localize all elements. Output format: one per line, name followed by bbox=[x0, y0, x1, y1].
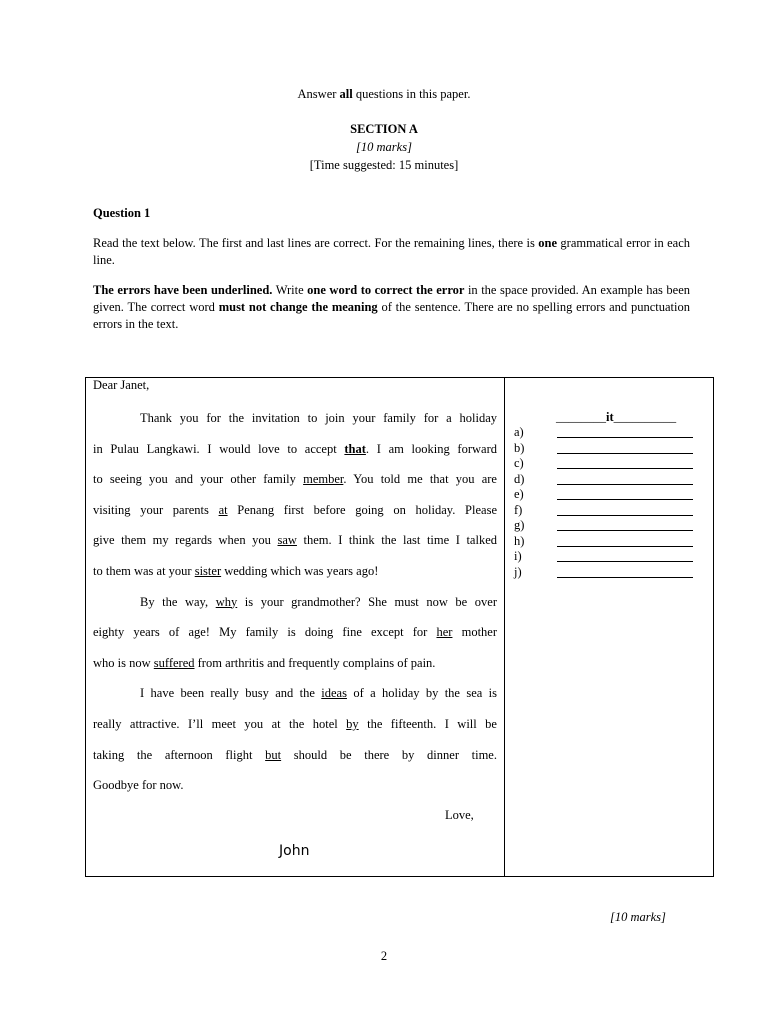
letter-signature: John bbox=[279, 843, 310, 859]
line-text: wedding which was years ago! bbox=[221, 563, 379, 578]
letter-line bbox=[93, 715, 497, 746]
time-suggested: [Time suggested: 15 minutes] bbox=[309, 158, 459, 172]
instr-bold: The errors have been underlined. bbox=[93, 283, 273, 297]
underlined-word: but bbox=[265, 747, 282, 762]
answer-label: i) bbox=[514, 549, 522, 563]
line-text: visiting your parents bbox=[93, 502, 219, 517]
section-title: SECTION A bbox=[350, 122, 418, 136]
answer-label: c) bbox=[514, 456, 524, 470]
letter-table bbox=[85, 377, 714, 877]
letter-line bbox=[93, 593, 497, 624]
letter-closing: Love, bbox=[445, 808, 474, 822]
line-text: taking the afternoon flight bbox=[93, 747, 266, 762]
underlined-word: at bbox=[218, 502, 228, 517]
answer-blank[interactable] bbox=[557, 468, 693, 469]
instr-bold: one word to correct the error bbox=[307, 283, 465, 297]
instruction-text: Answer bbox=[297, 87, 340, 101]
line-text: Thank you for the invitation to join your family for a holiday bbox=[140, 411, 497, 425]
instr-text: in the space provided. An example has been given. The correct word bbox=[93, 283, 690, 314]
column-divider bbox=[504, 378, 505, 876]
letter-line bbox=[93, 623, 497, 654]
line-text: who is now bbox=[93, 655, 154, 670]
answer-blank[interactable] bbox=[557, 561, 693, 562]
answer-label: d) bbox=[514, 471, 525, 486]
line-text: of a holiday by the sea is bbox=[346, 686, 497, 701]
answer-blank[interactable] bbox=[557, 499, 693, 500]
example-blank: __________ bbox=[613, 410, 677, 424]
letter-line bbox=[93, 440, 497, 471]
underlined-word: sister bbox=[194, 563, 222, 578]
answer-blank[interactable] bbox=[557, 546, 693, 547]
instr-text: grammatical error in each line. bbox=[93, 236, 690, 267]
letter-line bbox=[93, 562, 497, 593]
line-text: the fifteenth. I will be bbox=[358, 716, 497, 731]
line-text: mother bbox=[452, 625, 497, 640]
letter-line bbox=[93, 654, 497, 685]
instr-bold: one bbox=[538, 236, 557, 250]
line-text: give them my regards when you bbox=[93, 533, 278, 548]
instr-text: of the sentence. There are no spelling errors and punctuation errors in the text. bbox=[93, 300, 690, 331]
line-text: really attractive. I’ll meet you at the hotel bbox=[93, 716, 347, 731]
letter-body bbox=[93, 409, 497, 807]
instr-text: Read the text below. The first and last lines are correct. For the remaining lines, there is bbox=[93, 236, 539, 250]
underlined-word: saw bbox=[277, 533, 297, 548]
answer-blank[interactable] bbox=[557, 437, 693, 438]
answer-label: j) bbox=[514, 564, 522, 579]
instr-text: Write bbox=[272, 283, 308, 297]
underlined-word: why bbox=[215, 594, 238, 609]
question-title: Question 1 bbox=[93, 206, 151, 220]
underlined-word: that bbox=[344, 441, 366, 456]
example-answer bbox=[556, 410, 676, 425]
question-instructions-1 bbox=[93, 235, 690, 269]
line-text: is your grandmother? She must now be over bbox=[237, 594, 498, 609]
instruction-text-end: questions in this paper. bbox=[352, 87, 471, 101]
letter-line bbox=[93, 409, 497, 440]
line-text: to seeing you and your other family bbox=[93, 472, 304, 487]
letter-salutation: Dear Janet, bbox=[93, 378, 150, 392]
answer-blank[interactable] bbox=[557, 515, 693, 516]
underlined-word: by bbox=[346, 716, 359, 731]
answer-blank[interactable] bbox=[557, 484, 693, 485]
line-text: should be there by dinner time. bbox=[281, 747, 497, 762]
section-marks: [10 marks] bbox=[356, 140, 412, 154]
line-text: from arthritis and frequently complains of pain. bbox=[194, 655, 436, 670]
instruction-line bbox=[0, 87, 768, 102]
instr-bold: must not change the meaning bbox=[218, 300, 378, 314]
line-text: . You told me that you are bbox=[343, 472, 497, 487]
underlined-word: her bbox=[436, 625, 453, 640]
line-text: to them was at your bbox=[93, 563, 195, 578]
answer-label: a) bbox=[514, 425, 524, 439]
answer-blank[interactable] bbox=[557, 577, 693, 578]
question-instructions-2 bbox=[93, 282, 690, 333]
line-text: I have been really busy and the bbox=[140, 686, 322, 701]
total-marks: [10 marks] bbox=[610, 910, 666, 924]
answer-label: e) bbox=[514, 487, 524, 501]
page-number: 2 bbox=[380, 949, 388, 963]
underlined-word: suffered bbox=[153, 655, 195, 670]
underlined-word: ideas bbox=[321, 686, 347, 701]
letter-line bbox=[93, 470, 497, 501]
answer-label: h) bbox=[514, 533, 525, 548]
line-text: them. I think the last time I talked bbox=[296, 533, 497, 548]
example-word: it bbox=[606, 410, 614, 424]
answer-label: b) bbox=[514, 440, 525, 455]
line-text: . I am looking forward bbox=[365, 441, 497, 456]
answer-blank[interactable] bbox=[557, 453, 693, 454]
letter-line bbox=[93, 531, 497, 562]
letter-line bbox=[93, 684, 497, 715]
answer-label: f) bbox=[514, 502, 523, 517]
letter-line bbox=[93, 776, 497, 807]
letter-line bbox=[93, 746, 497, 777]
line-text: Goodbye for now. bbox=[93, 778, 184, 793]
underlined-word: member bbox=[303, 472, 344, 487]
line-text: Penang first before going on holiday. Please bbox=[227, 502, 497, 517]
answer-label: g) bbox=[514, 518, 525, 532]
example-blank: ________ bbox=[556, 410, 606, 424]
letter-line bbox=[93, 501, 497, 532]
line-text: eighty years of age! My family is doing fine except for bbox=[93, 625, 437, 640]
line-text: By the way, bbox=[140, 594, 216, 609]
line-text: in Pulau Langkawi. I would love to accept bbox=[93, 441, 345, 456]
answer-blank[interactable] bbox=[557, 530, 693, 531]
instruction-bold: all bbox=[339, 87, 353, 101]
